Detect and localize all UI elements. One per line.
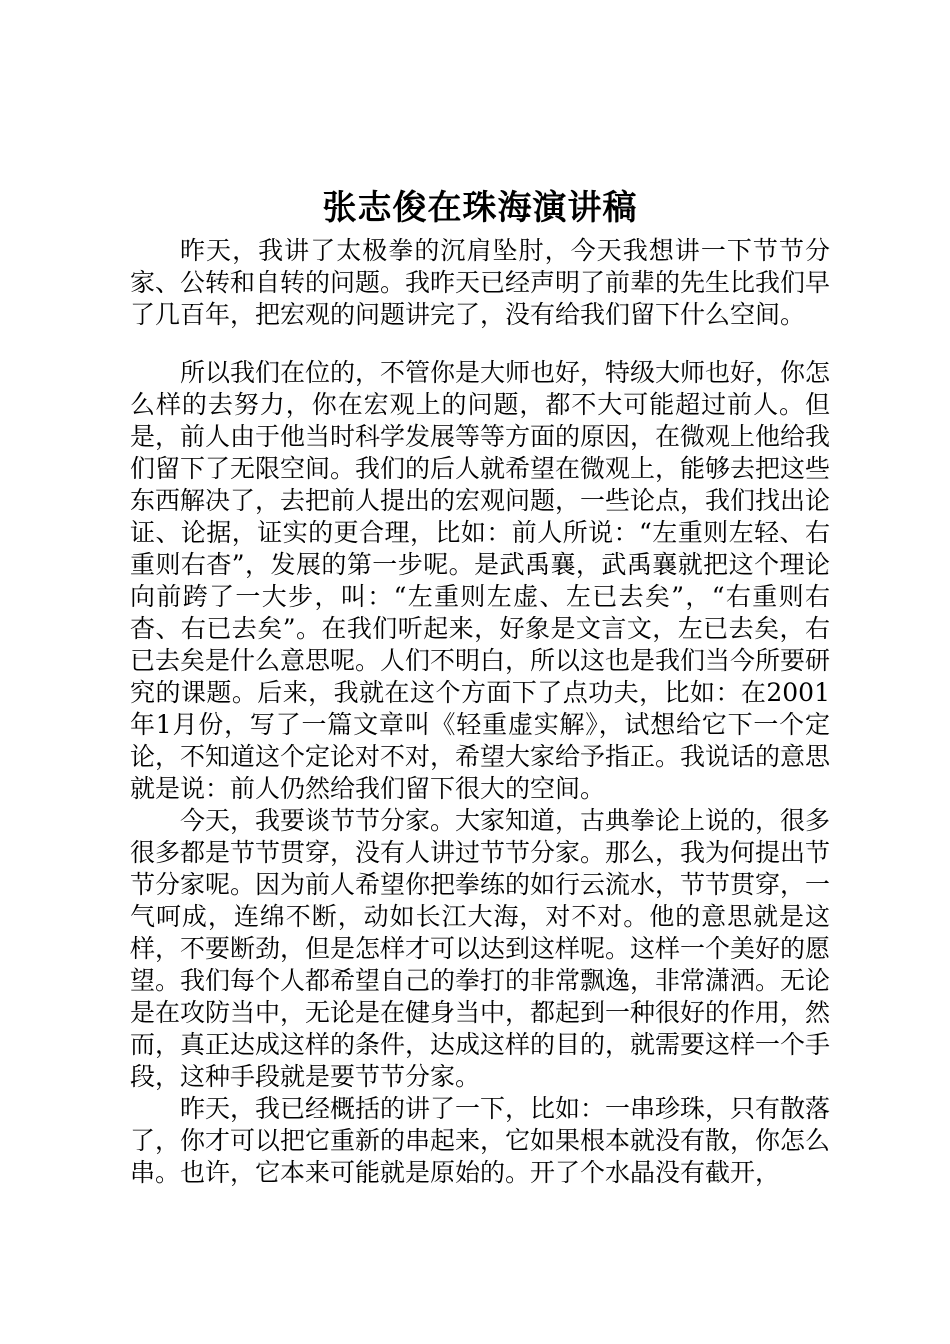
- paragraph-1: 昨天，我讲了太极拳的沉肩坠肘，今天我想讲一下节节分家、公转和自转的问题。我昨天已经声明了前辈的先生比我们早了几百年，把宏观的问题讲完了，没有给我们留下什么空间。: [130, 236, 831, 329]
- document-title: 张志俊在珠海演讲稿: [322, 188, 638, 228]
- paragraph-4: 昨天，我已经概括的讲了一下，比如：一串珍珠，只有散落了，你才可以把它重新的串起来，它如果根本就没有散，你怎么串。也许，它本来可能就是原始的。开了个水晶没有截开，: [130, 1094, 831, 1187]
- paragraph-3: 今天，我要谈节节分家。大家知道，古典拳论上说的，很多很多都是节节贯穿，没有人讲过节节分家。那么，我为何提出节节分家呢。因为前人希望你把拳练的如行云流水，节节贯穿，一气呵成，连绵不断，动如长江大海，对不对。他的意思就是这样，不要断劲，但是怎样才可以达到这样呢。这样一个美好的愿望。我们每个人都希望自己的拳打的非常飘逸，非常潇洒。无论是在攻防当中，无论是在健身当中，都起到一种很好的作用，然而，真正达成这样的条件，达成这样的目的，就需要这样一个手段，这种手段就是要节节分家。: [130, 806, 831, 1091]
- document-page: [130, 185, 830, 1189]
- paragraph-2: 所以我们在位的，不管你是大师也好，特级大师也好，你怎么样的去努力，你在宏观上的问题，都不大可能超过前人。但是，前人由于他当时科学发展等等方面的原因，在微观上他给我们留下了无限空间。我们的后人就希望在微观上，能够去把这些东西解决了，去把前人提出的宏观问题，一些论点，我们找出论证、论据，证实的更合理，比如：前人所说：“左重则左轻、右重则右杳”，发展的第一步呢。是武禹襄，武禹襄就把这个理论向前跨了一大步，叫：“左重则左虚、左已去矣”，“右重则右杳、右已去矣”。在我们听起来，好象是文言文，左已去矣，右已去矣是什么意思呢。人们不明白，所以这也是我们当今所要研究的课题。后来，我就在这个方面下了点功夫，比如：在2001年1月份，写了一篇文章叫《轻重虚实解》，试想给它下一个定论，不知道这个定论对不对，希望大家给予指正。我说话的意思就是说：前人仍然给我们留下很大的空间。: [130, 358, 831, 803]
